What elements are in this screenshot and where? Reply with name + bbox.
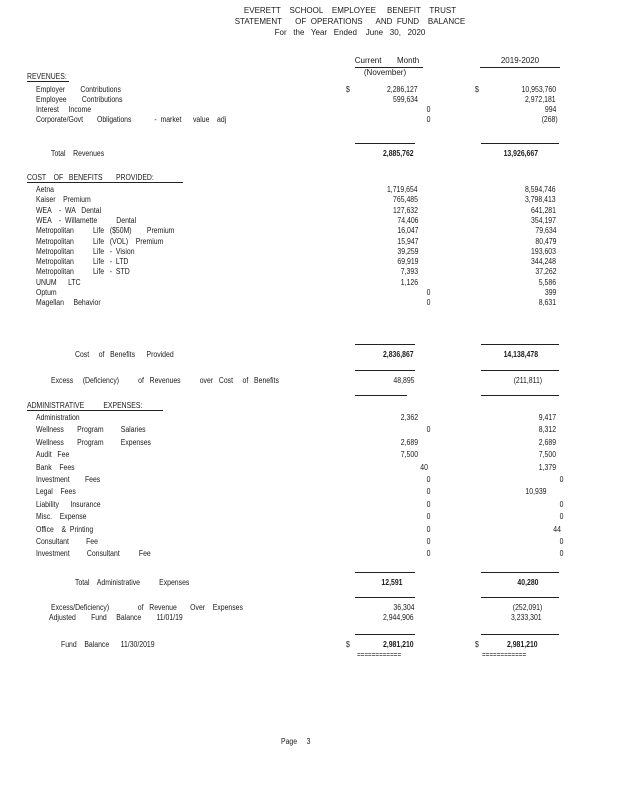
dollar-sign: $ (475, 640, 479, 649)
row-label: Employer Contributions (36, 85, 121, 94)
adjusted-fund-balance-label: Adjusted Fund Balance 11/01/19 (49, 613, 183, 622)
row-label: Administration (36, 413, 80, 422)
admin-total-rule (481, 572, 559, 573)
row-ytd-value: 0 (559, 549, 563, 559)
row-current-value: 2,362 (400, 413, 418, 422)
ytd-header: 2019-2020 (500, 56, 540, 65)
row-label: Wellness Program Salaries (36, 425, 146, 435)
fund-balance-ytd: 2,981,210 (507, 640, 538, 649)
row-current-value: 2,286,127 (387, 85, 418, 94)
revenues-total-rule (481, 143, 559, 144)
row-label: WEA - Willamette Dental (36, 215, 137, 225)
row-label: Optum (36, 288, 57, 297)
row-label: Aetna (36, 185, 54, 194)
row-ytd-value: 3,798,413 (525, 195, 556, 205)
row-current-value: 1,719,654 (387, 185, 418, 194)
row-label: Liability Insurance (36, 499, 101, 509)
row-label: Metropolitan Life - Vision (36, 246, 135, 256)
cost-of-benefits-ytd: 14,138,478 (503, 350, 538, 359)
row-current-value: 0 (426, 298, 430, 308)
excess-current: 48,895 (392, 376, 414, 385)
row-current-value: 69,919 (396, 257, 418, 267)
row-ytd-value: (268) (541, 115, 558, 124)
excess-rule (355, 370, 415, 371)
excess-bottom-rule (355, 395, 407, 396)
row-ytd-value: 0 (559, 475, 563, 484)
total-revenues-current: 2,885,762 (383, 149, 414, 158)
row-current-value: 0 (426, 475, 430, 484)
row-ytd-value: 8,594,746 (525, 185, 556, 194)
row-label: Magellan Behavior (36, 298, 101, 308)
row-label: Investment Consultant Fee (36, 549, 151, 559)
revenues-heading-underline (27, 81, 69, 82)
row-current-value: 7,500 (400, 450, 418, 460)
row-ytd-value: 0 (559, 499, 563, 509)
cost-of-benefits-label: Cost of Benefits Provided (75, 350, 174, 359)
row-ytd-value: 7,500 (538, 450, 556, 460)
row-label: Metropolitan Life - LTD (36, 257, 129, 267)
row-ytd-value: 2,689 (538, 437, 556, 447)
row-ytd-value: 8,312 (538, 425, 556, 435)
double-underline: ============ (357, 652, 402, 659)
report-title: EVERETT SCHOOL EMPLOYEE BENEFIT TRUST (243, 6, 457, 15)
cost-of-benefits-current: 2,836,867 (383, 350, 414, 359)
row-ytd-value: 37,262 (534, 267, 556, 277)
row-current-value: 16,047 (396, 226, 418, 236)
row-label: WEA - WA Dental (36, 205, 102, 215)
row-ytd-value: 2,972,181 (525, 95, 556, 104)
row-label: Metropolitan Life - STD (36, 267, 130, 277)
row-label: Legal Fees (36, 487, 76, 497)
row-label-detail: Obligations - market value adj (97, 115, 227, 124)
row-current-value: 7,393 (400, 267, 418, 277)
ytd-header-rule (480, 67, 560, 68)
benefits-heading: COST OF BENEFITS PROVIDED: (27, 173, 154, 182)
benefits-heading-underline (27, 182, 183, 183)
report-subtitle: STATEMENT OF OPERATIONS AND FUND BALANCE (234, 17, 466, 26)
row-ytd-value: 44 (553, 524, 561, 534)
row-ytd-value: 10,939 (524, 487, 546, 497)
row-current-value: 765,485 (393, 195, 418, 205)
row-label: Investment Fees (36, 475, 101, 484)
admin-heading-underline (27, 410, 163, 411)
row-current-value: 0 (426, 499, 430, 509)
net-excess-label: Excess/Deficiency) of Revenue Over Expenses (51, 603, 243, 612)
fund-rule (481, 634, 559, 635)
fund-rule (355, 634, 415, 635)
dollar-sign: $ (346, 85, 350, 94)
row-current-value: 0 (426, 524, 430, 534)
row-ytd-value: 9,417 (538, 413, 556, 422)
current-month-header: Current Month (354, 56, 420, 65)
fund-balance-label: Fund Balance 11/30/2019 (61, 640, 155, 649)
net-excess-current: 36,304 (392, 603, 414, 612)
row-label: UNUM LTC (36, 277, 81, 287)
row-ytd-value: 354,197 (531, 215, 556, 225)
admin-heading: ADMINISTRATIVE EXPENSES: (27, 401, 143, 410)
row-ytd-value: 79,634 (534, 226, 556, 236)
row-ytd-value: 0 (559, 512, 563, 522)
row-label: Interest Income (36, 105, 92, 114)
row-current-value: 1,126 (400, 277, 418, 287)
row-label: Wellness Program Expenses (36, 437, 151, 447)
row-label: Bank Fees (36, 462, 75, 472)
row-current-value: 0 (426, 487, 430, 497)
row-current-value: 0 (426, 537, 430, 546)
admin-total-rule (355, 572, 415, 573)
row-ytd-value: 193,603 (531, 246, 556, 256)
excess-ytd: (211,811) (513, 376, 542, 385)
excess-rule (481, 370, 559, 371)
row-current-value: 0 (426, 549, 430, 559)
row-ytd-value: 8,631 (538, 298, 556, 308)
row-current-value: 0 (426, 105, 430, 114)
total-revenues-ytd: 13,926,667 (503, 149, 538, 158)
row-ytd-value: 1,379 (538, 462, 556, 472)
row-label: Office & Printing (36, 524, 94, 534)
total-admin-current: 12,591 (380, 578, 402, 587)
revenues-total-rule (355, 143, 415, 144)
row-current-value: 599,634 (393, 95, 418, 104)
row-current-value: 0 (426, 425, 430, 435)
current-month-subheader: (November) (363, 68, 407, 77)
fund-balance-current: 2,981,210 (383, 640, 414, 649)
row-ytd-value: 0 (559, 537, 563, 546)
net-rule (355, 597, 415, 598)
row-current-value: 0 (426, 115, 430, 124)
row-label: Kaiser Premium (36, 195, 91, 205)
benefits-total-rule (355, 344, 415, 345)
total-admin-label: Total Administrative Expenses (75, 578, 190, 587)
net-excess-ytd: (252,091) (512, 603, 542, 612)
total-revenues-label: Total Revenues (51, 149, 105, 158)
row-current-value: 2,689 (400, 437, 418, 447)
row-label: Metropolitan Life ($50M) Premium (36, 226, 175, 236)
row-label: Employee Contributions (36, 95, 123, 104)
row-current-value: 40 (420, 462, 428, 472)
row-ytd-value: 5,586 (538, 277, 556, 287)
row-current-value: 39,259 (396, 246, 418, 256)
row-label: Consultant Fee (36, 537, 98, 546)
row-current-value: 0 (426, 512, 430, 522)
row-label: Corporate/Govt (36, 115, 84, 124)
revenues-heading: REVENUES: (27, 72, 67, 81)
adjusted-fund-balance-current: 2,944,906 (383, 613, 414, 622)
row-current-value: 15,947 (396, 236, 418, 246)
row-current-value: 0 (426, 288, 430, 297)
benefits-total-rule (481, 344, 559, 345)
excess-label: Excess (Deficiency) of Revenues over Cost of Benefits (51, 376, 279, 385)
row-label: Audit Fee (36, 450, 70, 460)
page-number: Page 3 (281, 737, 311, 746)
row-current-value: 74,406 (396, 215, 418, 225)
net-rule (481, 597, 559, 598)
adjusted-fund-balance-ytd: 3,233,301 (511, 613, 542, 622)
row-current-value: 127,632 (393, 205, 418, 215)
row-label: Misc. Expense (36, 512, 87, 522)
row-ytd-value: 994 (544, 105, 556, 114)
row-label: Metropolitan Life (VOL) Premium (36, 236, 164, 246)
total-admin-ytd: 40,280 (516, 578, 538, 587)
row-ytd-value: 641,281 (531, 205, 556, 215)
row-ytd-value: 80,479 (534, 236, 556, 246)
report-period: For the Year Ended June 30, 2020 (274, 28, 426, 37)
dollar-sign: $ (346, 640, 350, 649)
double-underline: ============ (482, 652, 527, 659)
row-ytd-value: 10,953,760 (521, 85, 556, 94)
excess-bottom-rule (481, 395, 559, 396)
row-ytd-value: 344,248 (531, 257, 556, 267)
row-ytd-value: 399 (544, 288, 556, 297)
dollar-sign: $ (475, 85, 479, 94)
